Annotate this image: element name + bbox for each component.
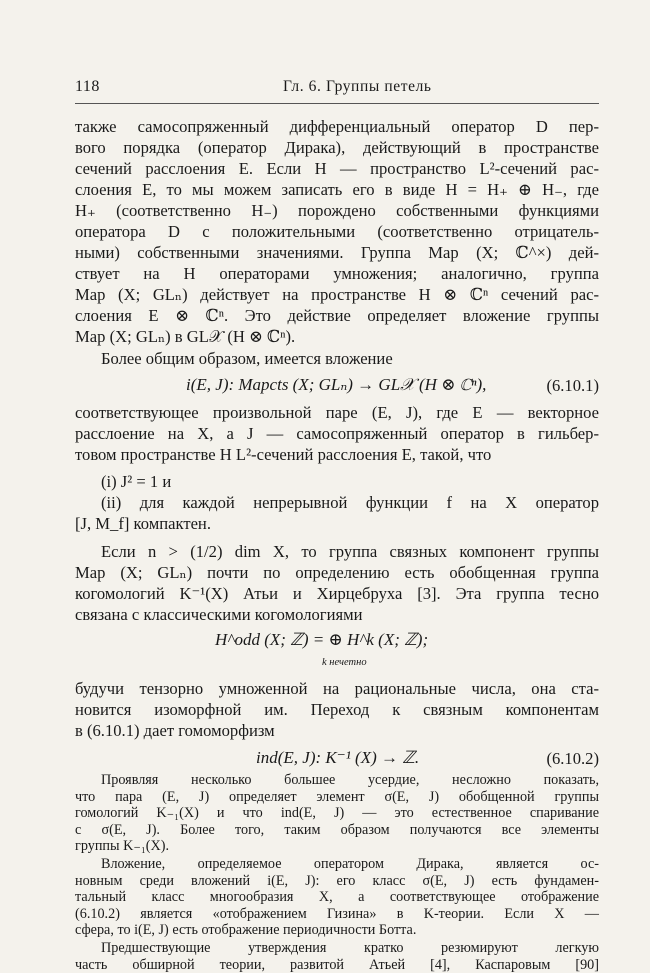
text-line: с σ(E, J). Более того, таким образом получаются все элементы: [75, 821, 599, 838]
text-line: ными) собственными значениями. Группа Map (X; ℂ^×) дей-: [75, 243, 599, 262]
text-line: Map (X; GLₙ) в GL𝒳 (H ⊗ ℂⁿ).: [75, 327, 296, 346]
text-line: сфера, то i(E, J) есть отображение периодичности Ботта.: [75, 922, 417, 939]
text-line: [J, M_f] компактен.: [75, 514, 211, 533]
equation-number: (6.10.1): [546, 376, 599, 395]
text-line: товом пространстве H L²-сечений расслоения E, такой, что: [75, 445, 492, 464]
text-line: часть обширной теории, развитой Атьей [4], Каспаровым [90]: [75, 956, 599, 973]
text-line: Проявляя несколько большее усердие, несложно показать,: [101, 772, 599, 788]
text-line: расслоение на X, а J — самосопряженный оператор в гильбер-: [75, 424, 599, 443]
text-line: вого порядка (оператор Дирака), действующий в пространстве: [75, 138, 599, 157]
text-line: соответствующее произвольной паре (E, J), где E — векторное: [75, 403, 599, 422]
running-title: Гл. 6. Группы петель: [283, 78, 432, 95]
text-line: оператора D с положительными (соответственно отрицатель-: [75, 222, 599, 241]
text-line: новится изоморфной им. Переход к связным компонентам: [75, 700, 599, 719]
text-line: Вложение, определяемое оператором Дирака, является ос-: [101, 856, 599, 872]
equation-6-10-1: i(E, J): Mapcts (X; GLₙ) → GL𝒳 (H ⊗ ℂⁿ),: [186, 375, 487, 394]
text-line: Map (X; GLₙ) действует на пространстве H ⊗ ℂⁿ сечений рас-: [75, 285, 599, 304]
text-line: что пара (E, J) определяет элемент σ(E, J) обобщенной группы: [75, 788, 599, 805]
text-line: в (6.10.1) дает гомоморфизм: [75, 721, 275, 740]
text-line: Map (X; GLₙ) почти по определению есть обобщенная группа: [75, 563, 599, 582]
text-line: ствует на H операторами умножения; аналогично, группа: [75, 264, 599, 283]
text-line: связана с классическими когомологиями: [75, 605, 363, 624]
text-line: H₊ (соответственно H₋) порождено собственными функциями: [75, 201, 599, 220]
header-rule: [75, 103, 599, 104]
page-number: 118: [75, 78, 100, 95]
list-item-i: (i) J² = 1 и: [101, 472, 172, 491]
equation-subscript: k нечетно: [322, 657, 367, 668]
list-item-ii: (ii) для каждой непрерывной функции f на X оператор: [101, 493, 599, 512]
text-line: группы K₋₁(X).: [75, 838, 170, 855]
text-line: слоения E ⊗ ℂⁿ. Это действие определяет вложение группы: [75, 306, 599, 325]
equation-6-10-2: ind(E, J): K⁻¹ (X) → ℤ.: [256, 748, 420, 767]
text-line: тальный класс многообразия X, а соответствующее отображение: [75, 889, 599, 906]
text-line: Более общим образом, имеется вложение: [101, 349, 393, 368]
text-line: также самосопряженный дифференциальный оператор D пер-: [75, 117, 599, 136]
text-line: когомологий K⁻¹(X) Атьи и Хирцебруха [3]. Эта группа тесно: [75, 584, 599, 603]
text-line: Если n > (1/2) dim X, то группа связных компонент группы: [101, 542, 599, 561]
text-line: новным среди вложений i(E, J): его класс σ(E, J) есть фундамен-: [75, 872, 599, 889]
equation-number: (6.10.2): [546, 749, 599, 768]
text-line: Предшествующие утверждения кратко резюмируют легкую: [101, 940, 599, 956]
text-line: (6.10.2) является «отображением Гизина» в K-теории. Если X —: [75, 905, 599, 922]
text-line: гомологий K₋₁(X) и что ind(E, J) — это естественное спаривание: [75, 805, 599, 822]
text-line: слоения E, то мы можем записать его в виде H = H₊ ⊕ H₋, где: [75, 180, 599, 199]
equation-hodd: H^odd (X; ℤ) = ⊕ H^k (X; ℤ);: [215, 630, 429, 649]
text-line: сечений расслоения E. Если H — пространство L²-сечений рас-: [75, 159, 599, 178]
text-line: будучи тензорно умноженной на рациональные числа, она ста-: [75, 679, 599, 698]
